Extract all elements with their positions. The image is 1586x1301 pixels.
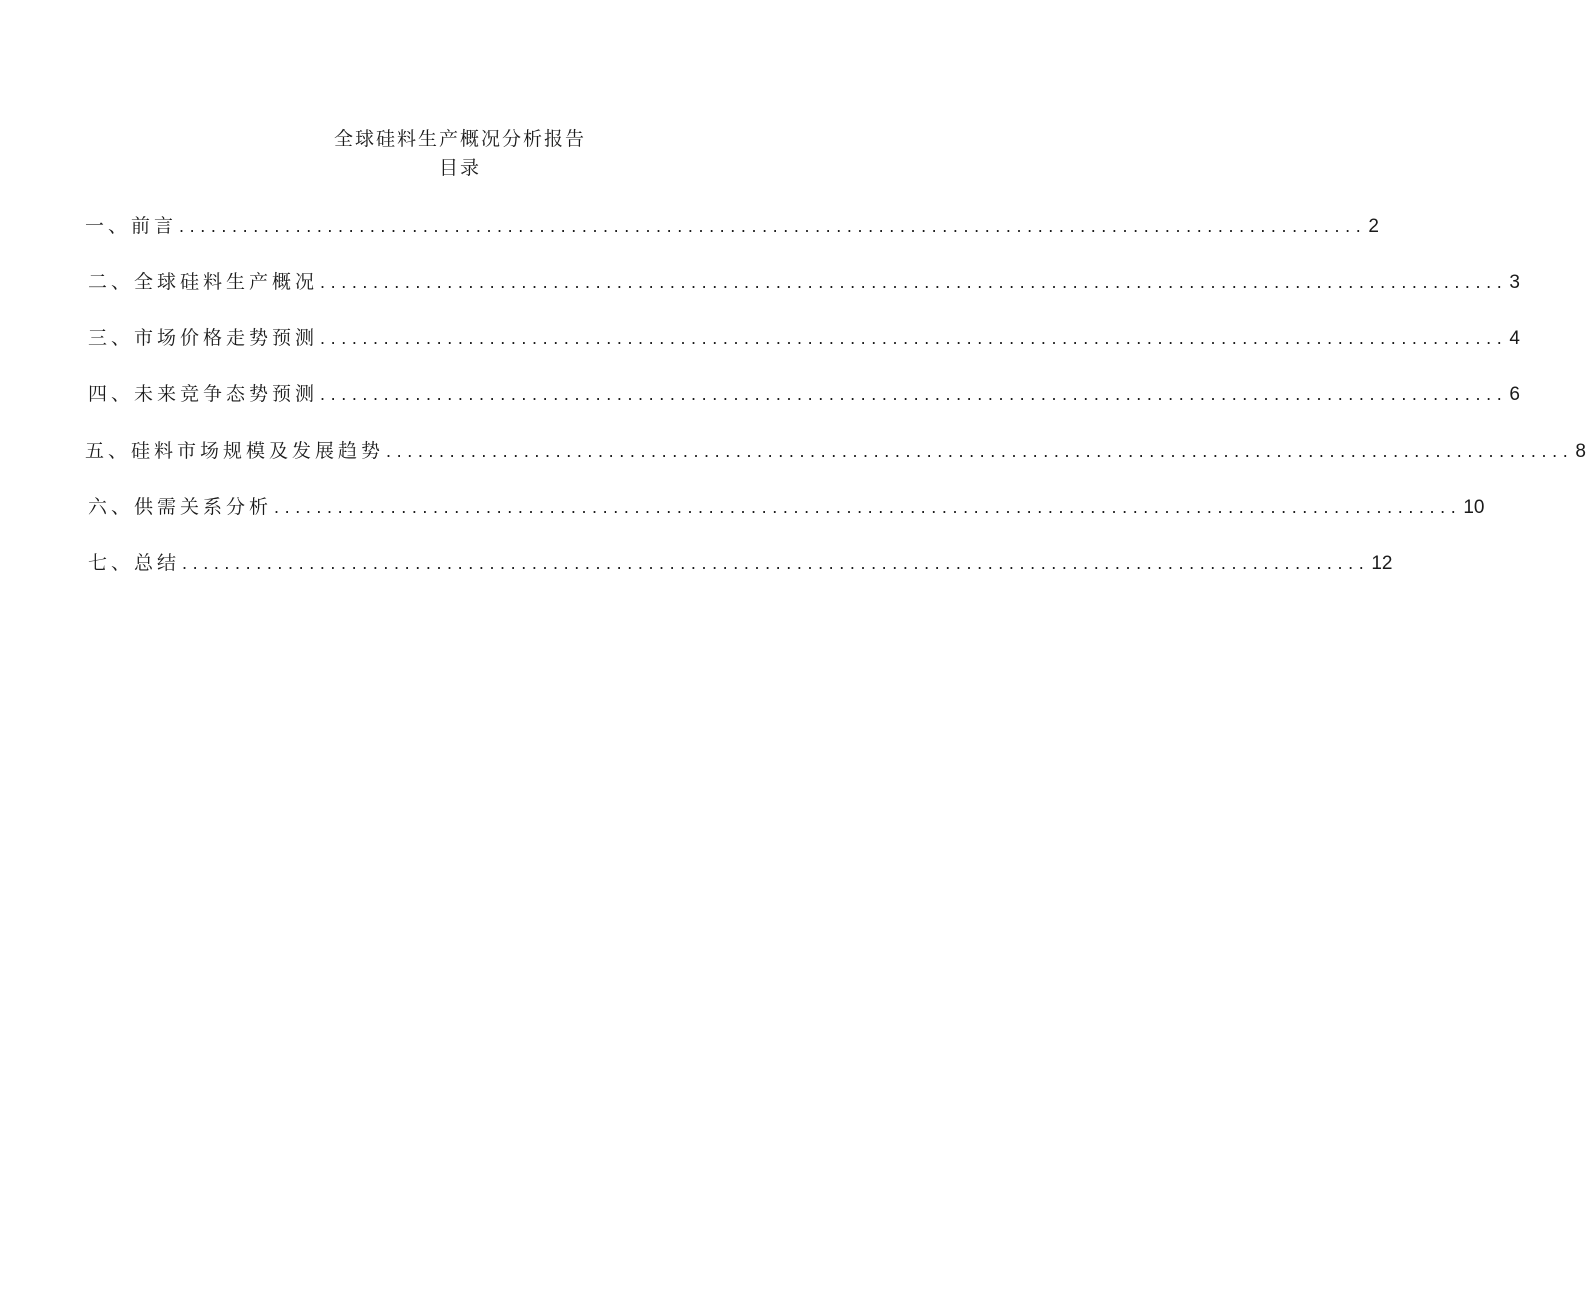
- toc-dot-leader: ................................................................................................................: [179, 216, 1367, 236]
- document-title: 全球硅料生产概况分析报告: [333, 128, 586, 150]
- toc-dot-leader: ................................................................................................................: [320, 272, 1508, 292]
- toc-entry-label: 七、总结: [88, 552, 181, 574]
- toc-entry[interactable]: [88, 268, 1520, 297]
- toc-entry-label: 二、全球硅料生产概况: [88, 271, 319, 293]
- toc-entry[interactable]: [88, 493, 1485, 522]
- toc-entry-label: 六、供需关系分析: [88, 496, 273, 518]
- toc-page-number: 12: [1371, 553, 1393, 574]
- toc-page-number: 4: [1509, 328, 1520, 349]
- toc-entry-label: 四、未来竞争态势预测: [88, 383, 319, 405]
- toc-page-number: 3: [1509, 272, 1520, 293]
- toc-heading: 目录: [438, 157, 481, 179]
- toc-entry-label: 三、市场价格走势预测: [88, 327, 319, 349]
- toc-page-number: 6: [1509, 384, 1520, 405]
- toc-dot-leader: ................................................................................................................: [320, 384, 1508, 404]
- toc-dot-leader: ................................................................................................................: [386, 441, 1574, 461]
- toc-dot-leader: ................................................................................................................: [320, 328, 1508, 348]
- toc-dot-leader: ................................................................................................................: [274, 497, 1462, 517]
- toc-entry-label: 五、硅料市场规模及发展趋势: [85, 440, 385, 462]
- toc-entry[interactable]: [88, 324, 1520, 353]
- toc-dot-leader: ................................................................................................................: [182, 553, 1370, 573]
- toc-page-number: 2: [1368, 216, 1379, 237]
- toc-entry[interactable]: [88, 549, 1393, 578]
- toc-entry-label: 一、前言: [85, 215, 178, 237]
- toc-page-number: 10: [1463, 497, 1485, 518]
- toc-entry[interactable]: [85, 437, 1586, 466]
- toc-entry[interactable]: [88, 380, 1520, 409]
- toc-page-number: 8: [1575, 441, 1586, 462]
- toc-entry[interactable]: [85, 212, 1379, 241]
